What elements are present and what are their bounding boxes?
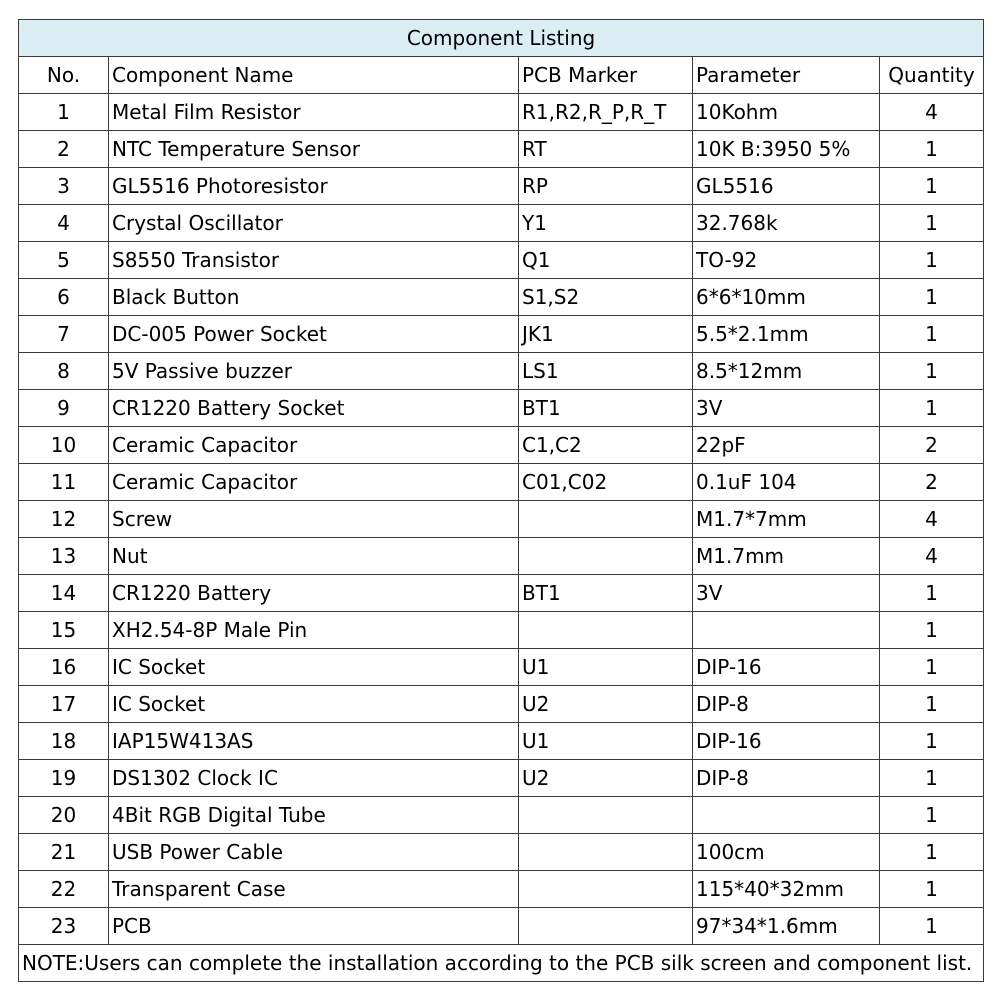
- cell-pcb-marker: Q1: [519, 242, 693, 279]
- cell-parameter: 10Kohm: [693, 94, 880, 131]
- cell-quantity: 1: [880, 834, 984, 871]
- cell-no: 16: [19, 649, 109, 686]
- cell-component-name: Nut: [109, 538, 519, 575]
- table-row: [19, 723, 984, 760]
- cell-quantity: 1: [880, 353, 984, 390]
- cell-parameter: M1.7mm: [693, 538, 880, 575]
- cell-pcb-marker: [519, 871, 693, 908]
- cell-quantity: 1: [880, 797, 984, 834]
- cell-parameter: 10K B:3950 5%: [693, 131, 880, 168]
- cell-no: 9: [19, 390, 109, 427]
- cell-quantity: 1: [880, 612, 984, 649]
- header-no: No.: [19, 57, 109, 94]
- cell-parameter: [693, 797, 880, 834]
- cell-parameter: 3V: [693, 575, 880, 612]
- cell-parameter: 3V: [693, 390, 880, 427]
- cell-pcb-marker: LS1: [519, 353, 693, 390]
- header-component-name: Component Name: [109, 57, 519, 94]
- cell-component-name: Ceramic Capacitor: [109, 427, 519, 464]
- cell-pcb-marker: S1,S2: [519, 279, 693, 316]
- cell-quantity: 1: [880, 723, 984, 760]
- cell-quantity: 1: [880, 390, 984, 427]
- cell-pcb-marker: U2: [519, 760, 693, 797]
- cell-parameter: 100cm: [693, 834, 880, 871]
- cell-component-name: S8550 Transistor: [109, 242, 519, 279]
- cell-pcb-marker: RP: [519, 168, 693, 205]
- table-row: [19, 353, 984, 390]
- cell-pcb-marker: BT1: [519, 390, 693, 427]
- cell-component-name: Transparent Case: [109, 871, 519, 908]
- cell-quantity: 1: [880, 131, 984, 168]
- cell-pcb-marker: Y1: [519, 205, 693, 242]
- cell-no: 14: [19, 575, 109, 612]
- cell-parameter: 32.768k: [693, 205, 880, 242]
- table-row: [19, 279, 984, 316]
- cell-no: 23: [19, 908, 109, 945]
- cell-component-name: CR1220 Battery: [109, 575, 519, 612]
- cell-pcb-marker: [519, 501, 693, 538]
- cell-quantity: 2: [880, 464, 984, 501]
- cell-component-name: Screw: [109, 501, 519, 538]
- cell-no: 1: [19, 94, 109, 131]
- cell-quantity: 1: [880, 760, 984, 797]
- cell-parameter: 8.5*12mm: [693, 353, 880, 390]
- table-row: [19, 908, 984, 945]
- table-row: [19, 612, 984, 649]
- cell-quantity: 1: [880, 575, 984, 612]
- cell-no: 12: [19, 501, 109, 538]
- table-row: [19, 501, 984, 538]
- table-row: [19, 205, 984, 242]
- table-row: [19, 760, 984, 797]
- cell-quantity: 1: [880, 649, 984, 686]
- cell-parameter: DIP-8: [693, 760, 880, 797]
- cell-no: 18: [19, 723, 109, 760]
- cell-quantity: 1: [880, 242, 984, 279]
- table-row: [19, 797, 984, 834]
- cell-quantity: 1: [880, 205, 984, 242]
- header-row: [19, 57, 984, 94]
- cell-no: 2: [19, 131, 109, 168]
- cell-no: 4: [19, 205, 109, 242]
- cell-quantity: 4: [880, 94, 984, 131]
- table-row: [19, 427, 984, 464]
- cell-no: 15: [19, 612, 109, 649]
- table-row: [19, 649, 984, 686]
- cell-parameter: DIP-16: [693, 723, 880, 760]
- cell-no: 7: [19, 316, 109, 353]
- cell-quantity: 1: [880, 316, 984, 353]
- cell-pcb-marker: C1,C2: [519, 427, 693, 464]
- installation-note: NOTE:Users can complete the installation according to the PCB silk screen and component list.: [19, 945, 984, 982]
- cell-pcb-marker: U1: [519, 649, 693, 686]
- cell-no: 10: [19, 427, 109, 464]
- cell-parameter: [693, 612, 880, 649]
- cell-parameter: 6*6*10mm: [693, 279, 880, 316]
- cell-no: 3: [19, 168, 109, 205]
- cell-component-name: 5V Passive buzzer: [109, 353, 519, 390]
- cell-no: 17: [19, 686, 109, 723]
- cell-pcb-marker: [519, 908, 693, 945]
- cell-pcb-marker: R1,R2,R_P,R_T: [519, 94, 693, 131]
- table-row: [19, 464, 984, 501]
- cell-no: 11: [19, 464, 109, 501]
- cell-no: 5: [19, 242, 109, 279]
- cell-pcb-marker: [519, 612, 693, 649]
- table-row: [19, 168, 984, 205]
- header-pcb-marker: PCB Marker: [519, 57, 693, 94]
- table-body: [19, 94, 984, 945]
- cell-component-name: DS1302 Clock IC: [109, 760, 519, 797]
- cell-parameter: 115*40*32mm: [693, 871, 880, 908]
- cell-no: 19: [19, 760, 109, 797]
- cell-quantity: 4: [880, 538, 984, 575]
- cell-component-name: Ceramic Capacitor: [109, 464, 519, 501]
- cell-no: 21: [19, 834, 109, 871]
- table-row: [19, 575, 984, 612]
- table-row: [19, 316, 984, 353]
- cell-pcb-marker: [519, 797, 693, 834]
- table-row: [19, 242, 984, 279]
- table-row: [19, 834, 984, 871]
- table-row: [19, 871, 984, 908]
- cell-no: 8: [19, 353, 109, 390]
- cell-component-name: Black Button: [109, 279, 519, 316]
- cell-quantity: 1: [880, 871, 984, 908]
- cell-quantity: 1: [880, 908, 984, 945]
- cell-component-name: DC-005 Power Socket: [109, 316, 519, 353]
- component-table: [18, 19, 984, 982]
- table-row: [19, 94, 984, 131]
- note-row: [19, 945, 984, 982]
- cell-component-name: XH2.54-8P Male Pin: [109, 612, 519, 649]
- cell-component-name: 4Bit RGB Digital Tube: [109, 797, 519, 834]
- table-title: Component Listing: [19, 20, 984, 57]
- component-listing-sheet: [18, 19, 983, 982]
- cell-quantity: 1: [880, 168, 984, 205]
- cell-parameter: DIP-16: [693, 649, 880, 686]
- cell-quantity: 1: [880, 279, 984, 316]
- cell-component-name: GL5516 Photoresistor: [109, 168, 519, 205]
- cell-no: 13: [19, 538, 109, 575]
- cell-parameter: DIP-8: [693, 686, 880, 723]
- header-quantity: Quantity: [880, 57, 984, 94]
- table-row: [19, 538, 984, 575]
- cell-component-name: Metal Film Resistor: [109, 94, 519, 131]
- cell-component-name: IAP15W413AS: [109, 723, 519, 760]
- cell-pcb-marker: JK1: [519, 316, 693, 353]
- table-row: [19, 131, 984, 168]
- title-row: [19, 20, 984, 57]
- cell-component-name: Crystal Oscillator: [109, 205, 519, 242]
- cell-quantity: 1: [880, 686, 984, 723]
- cell-quantity: 4: [880, 501, 984, 538]
- cell-pcb-marker: RT: [519, 131, 693, 168]
- cell-pcb-marker: C01,C02: [519, 464, 693, 501]
- cell-component-name: PCB: [109, 908, 519, 945]
- cell-pcb-marker: [519, 834, 693, 871]
- table-row: [19, 390, 984, 427]
- cell-parameter: 0.1uF 104: [693, 464, 880, 501]
- cell-component-name: NTC Temperature Sensor: [109, 131, 519, 168]
- cell-no: 20: [19, 797, 109, 834]
- cell-pcb-marker: [519, 538, 693, 575]
- cell-parameter: 5.5*2.1mm: [693, 316, 880, 353]
- cell-pcb-marker: U1: [519, 723, 693, 760]
- cell-pcb-marker: BT1: [519, 575, 693, 612]
- cell-component-name: IC Socket: [109, 649, 519, 686]
- cell-parameter: TO-92: [693, 242, 880, 279]
- cell-parameter: M1.7*7mm: [693, 501, 880, 538]
- cell-parameter: 97*34*1.6mm: [693, 908, 880, 945]
- cell-parameter: GL5516: [693, 168, 880, 205]
- cell-no: 6: [19, 279, 109, 316]
- table-row: [19, 686, 984, 723]
- cell-quantity: 2: [880, 427, 984, 464]
- cell-pcb-marker: U2: [519, 686, 693, 723]
- cell-component-name: CR1220 Battery Socket: [109, 390, 519, 427]
- cell-component-name: USB Power Cable: [109, 834, 519, 871]
- cell-parameter: 22pF: [693, 427, 880, 464]
- cell-component-name: IC Socket: [109, 686, 519, 723]
- cell-no: 22: [19, 871, 109, 908]
- header-parameter: Parameter: [693, 57, 880, 94]
